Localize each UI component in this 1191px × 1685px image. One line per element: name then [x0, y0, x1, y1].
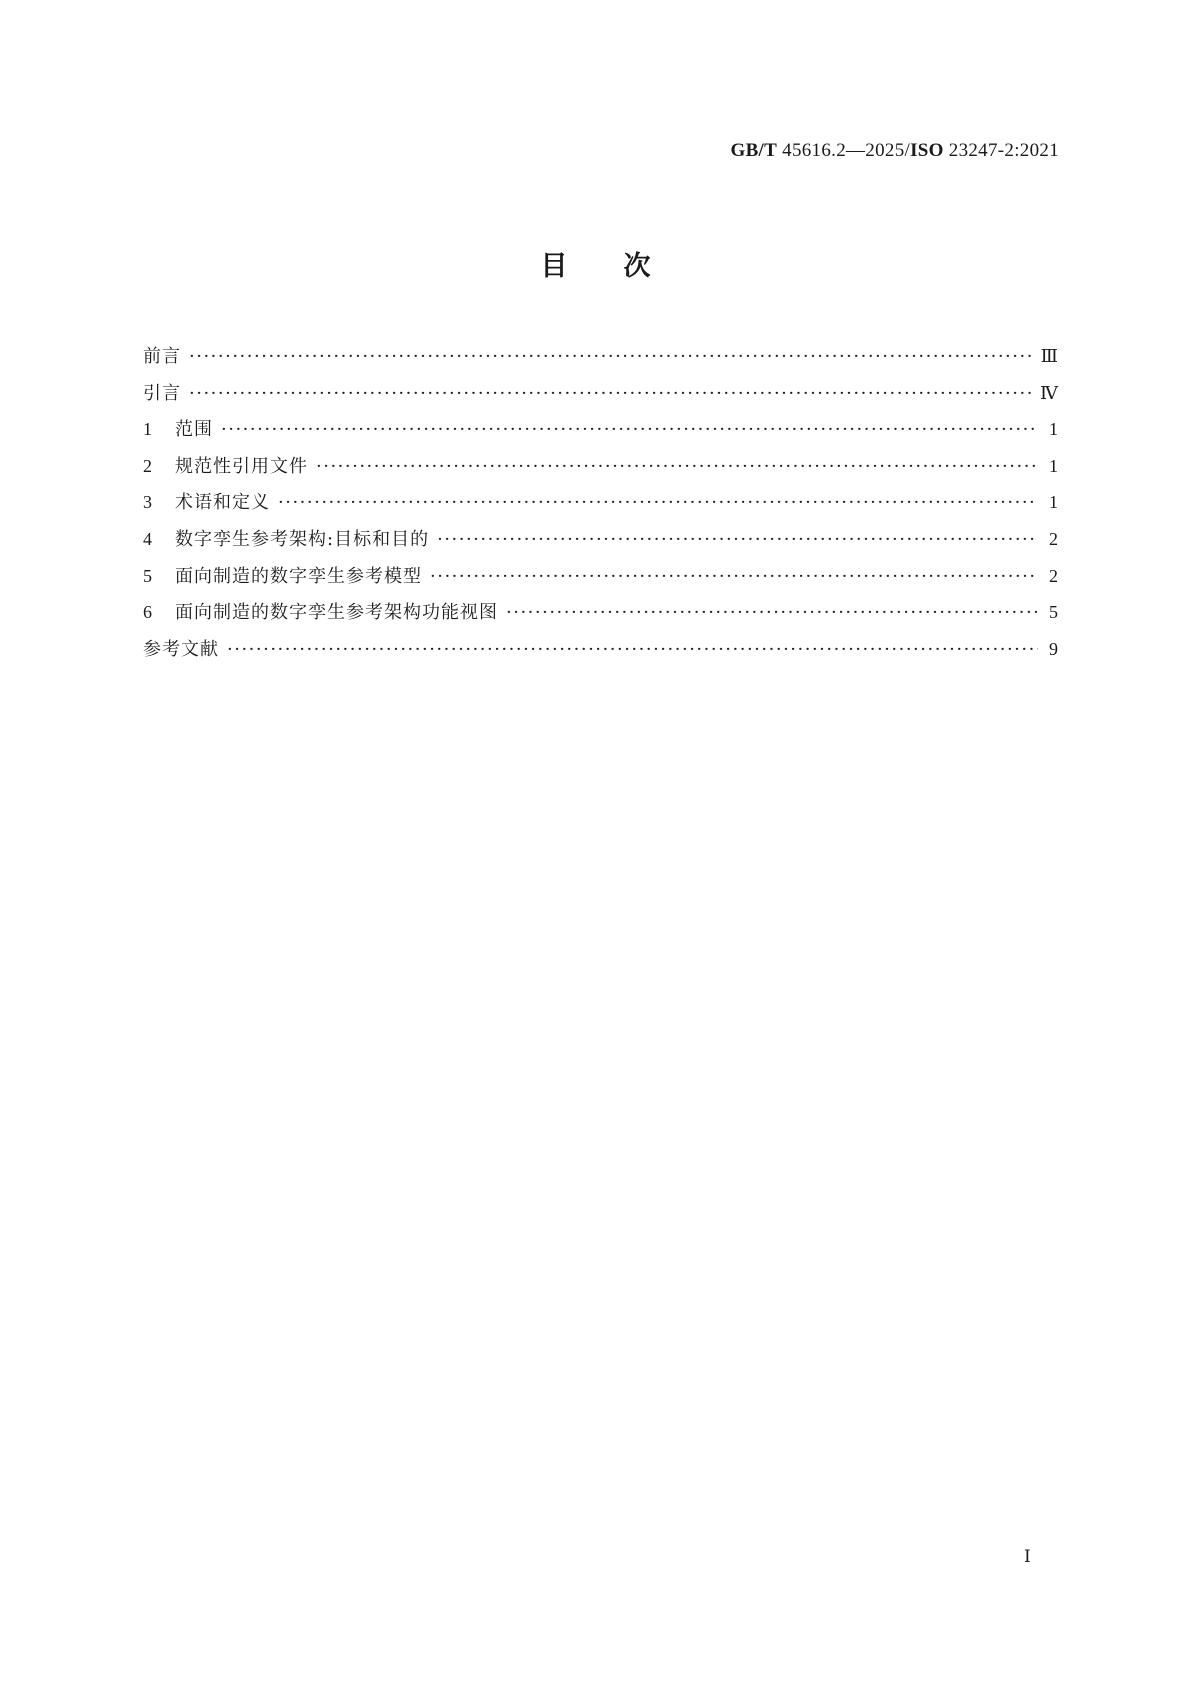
toc-entry-architecture-objectives[interactable]	[143, 521, 1058, 558]
toc-section-number: 5	[143, 565, 152, 586]
toc-page-number: 1	[1049, 455, 1058, 476]
toc-leader-dots	[221, 412, 1038, 449]
toc-entry-title: 范围	[175, 419, 213, 441]
toc-page-number: 2	[1049, 565, 1058, 586]
toc-entry-scope[interactable]	[143, 411, 1058, 448]
toc-entry-title: 面向制造的数字孪生参考架构功能视图	[175, 602, 498, 624]
toc-leader-dots	[437, 522, 1038, 559]
table-of-contents	[143, 338, 1058, 667]
standard-code-prefix: GB/T	[730, 140, 778, 161]
toc-leader-dots	[430, 559, 1038, 596]
iso-code-number: 23247-2:2021	[943, 140, 1059, 161]
toc-page-number: 1	[1049, 492, 1058, 513]
toc-leader-dots	[227, 632, 1038, 669]
page-title: 目次	[540, 251, 707, 282]
toc-entry-title: 引言	[143, 382, 181, 404]
toc-entry-functional-view[interactable]	[143, 594, 1058, 631]
standard-code-number: 45616.2—2025/	[777, 140, 911, 161]
toc-leader-dots	[189, 339, 1035, 376]
toc-section-number: 6	[143, 602, 152, 623]
toc-entry-introduction[interactable]	[143, 375, 1058, 412]
toc-entry-title: 面向制造的数字孪生参考模型	[175, 565, 422, 587]
toc-page-number: 5	[1049, 602, 1058, 623]
toc-entry-title: 参考文献	[143, 638, 219, 660]
toc-leader-dots	[316, 449, 1038, 486]
toc-entry-title: 前言	[143, 346, 181, 367]
toc-page-number: 9	[1049, 638, 1058, 659]
toc-section-number: 2	[143, 455, 152, 476]
toc-section-number: 1	[143, 419, 152, 440]
toc-section-number: 3	[143, 492, 152, 513]
toc-entry-bibliography[interactable]	[143, 631, 1058, 668]
toc-page-number: 1	[1049, 419, 1058, 440]
iso-prefix: ISO	[910, 140, 944, 161]
toc-page-number: 2	[1049, 528, 1058, 549]
toc-section-number: 4	[143, 528, 152, 549]
page-number: Ⅰ	[1024, 1547, 1031, 1566]
toc-leader-dots	[278, 485, 1038, 522]
toc-entry-terms-definitions[interactable]	[143, 484, 1058, 521]
toc-entry-title: 术语和定义	[175, 492, 270, 514]
toc-entry-title: 数字孪生参考架构:目标和目的	[175, 528, 430, 550]
toc-leader-dots	[506, 595, 1038, 632]
toc-page-number: Ⅳ	[1040, 382, 1058, 403]
toc-entry-normative-references[interactable]	[143, 448, 1058, 485]
toc-entry-title: 规范性引用文件	[175, 455, 308, 477]
standard-code-header	[731, 140, 1060, 162]
toc-entry-reference-model[interactable]	[143, 558, 1058, 595]
toc-page-number: Ⅲ	[1040, 346, 1058, 366]
toc-leader-dots	[189, 376, 1034, 413]
toc-entry-foreword[interactable]	[143, 338, 1058, 375]
